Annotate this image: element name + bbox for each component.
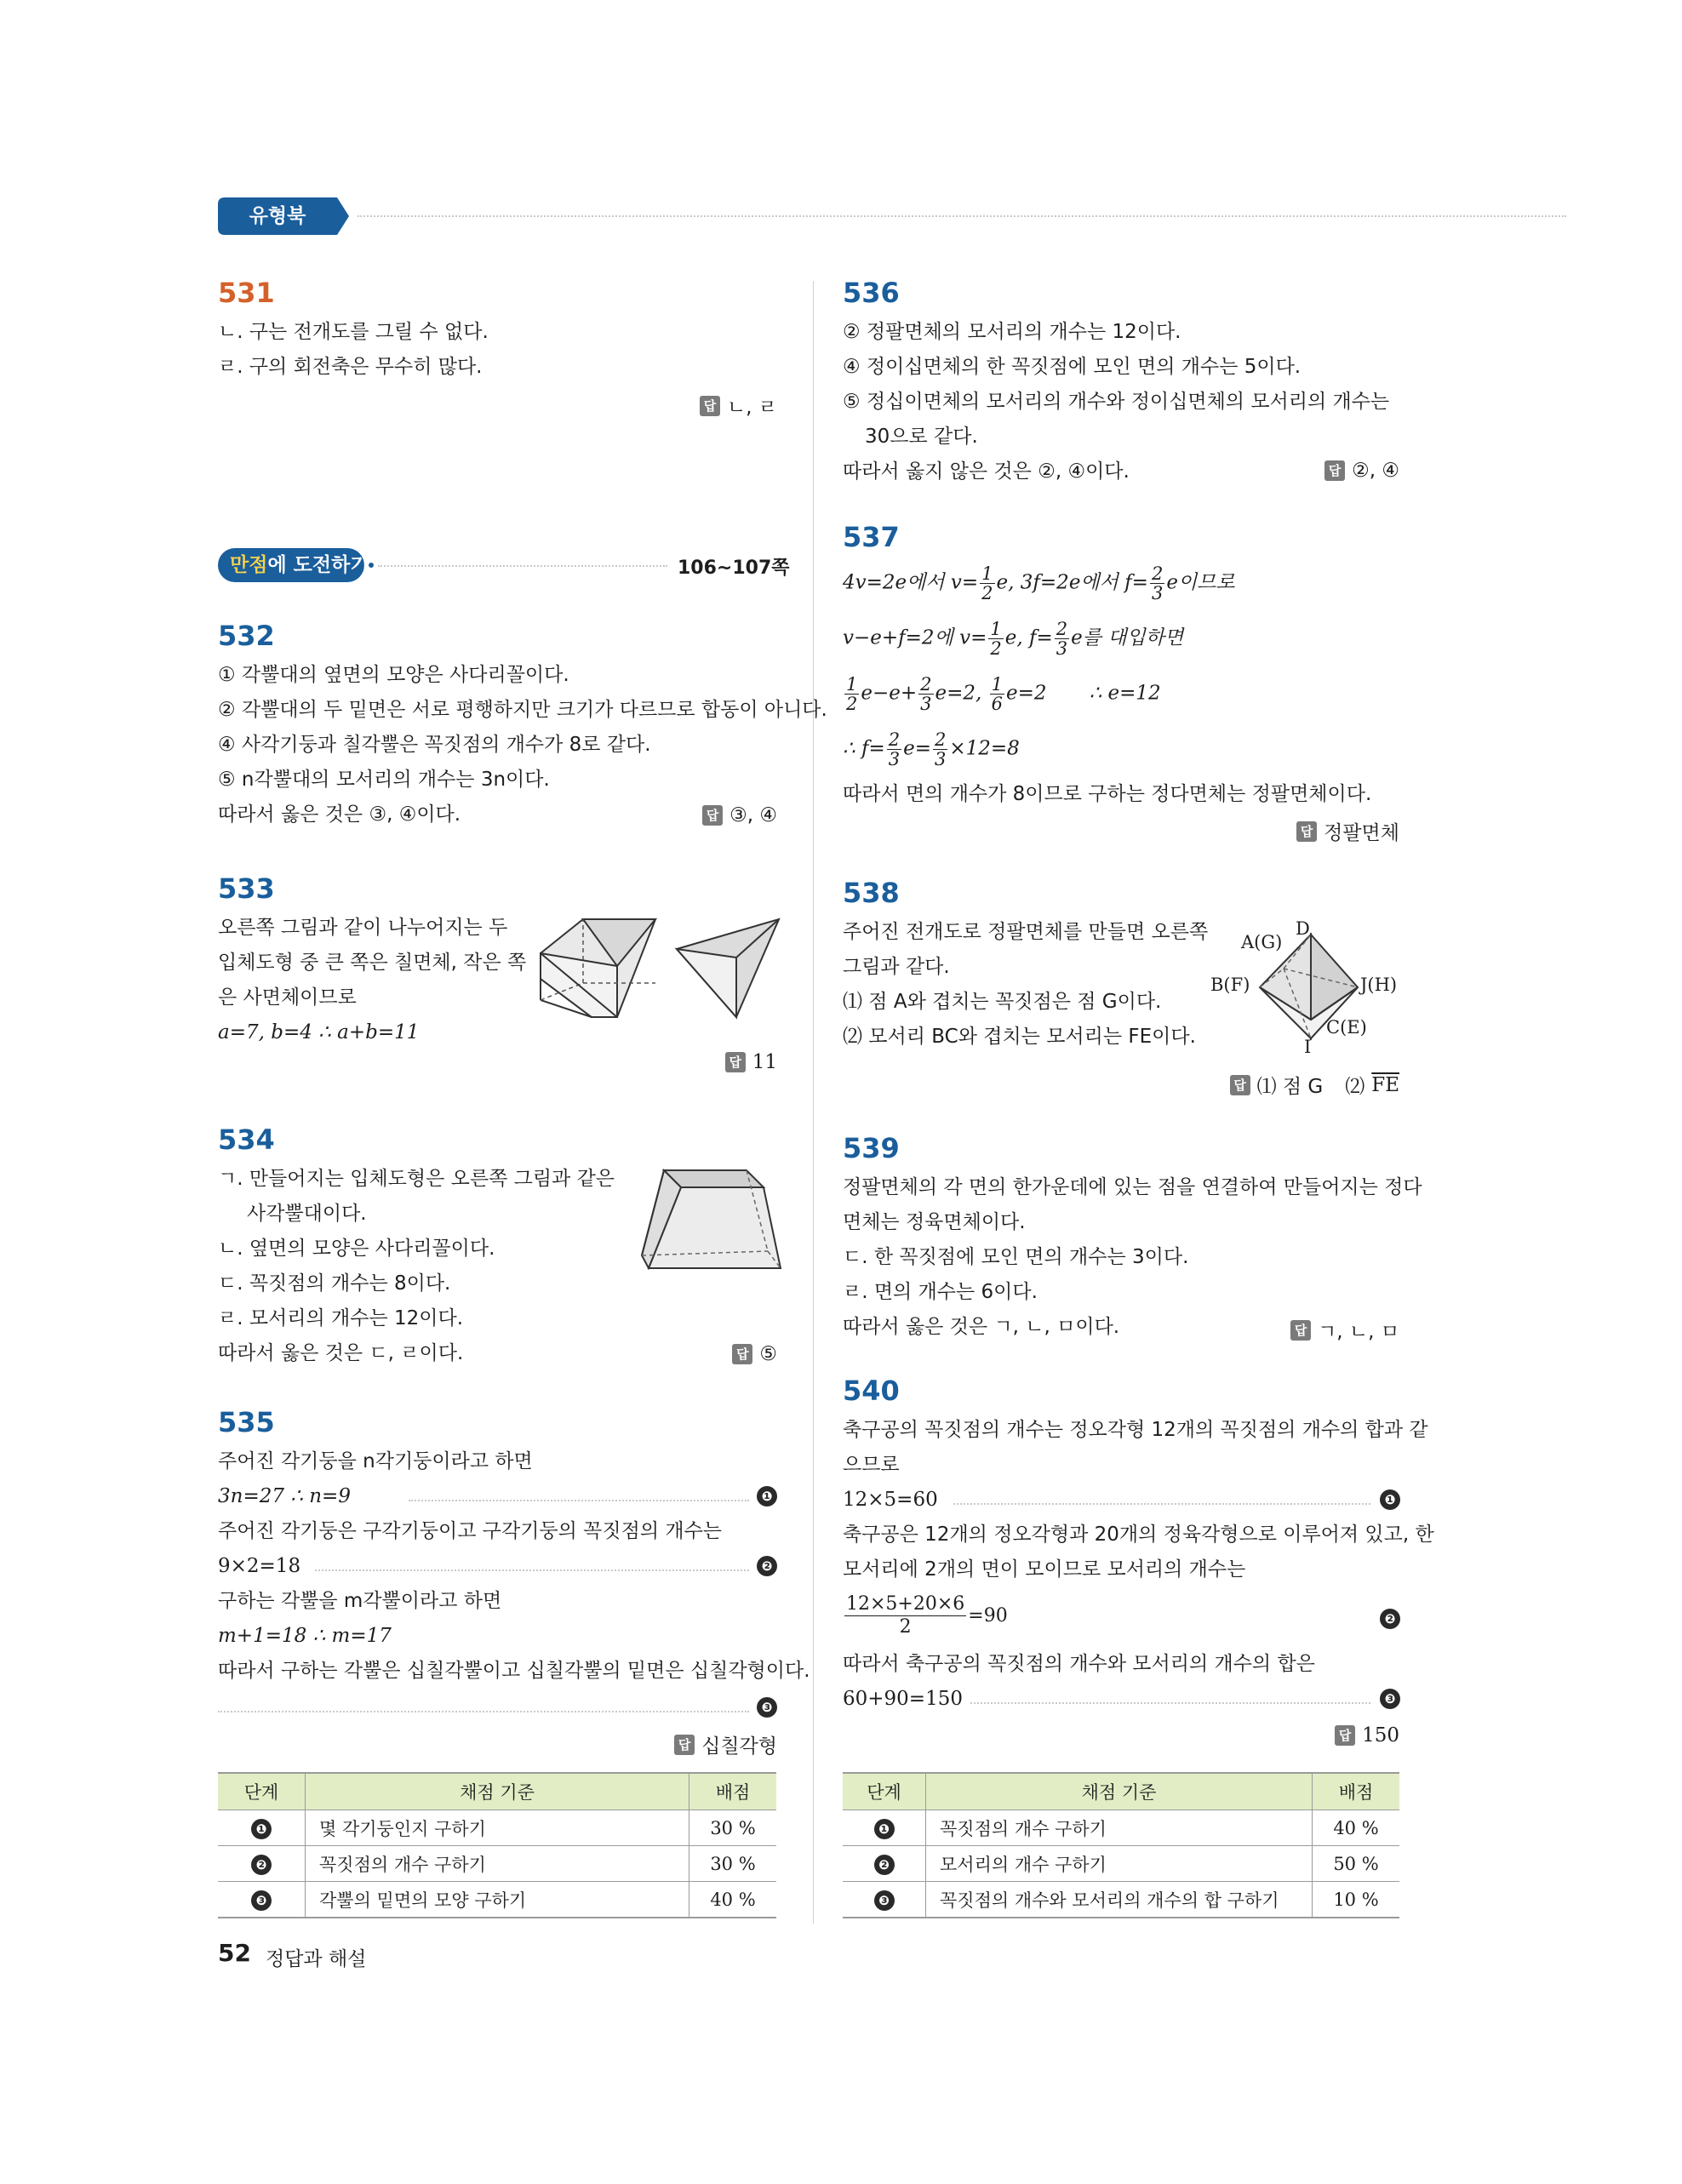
p538-line: ⑵ 모서리 BC와 겹치는 모서리는 FE이다. [843,1026,1196,1048]
step-marker: ❸ [251,1890,272,1911]
p531-line: ㄹ. 구의 회전축은 무수히 많다. [218,356,483,378]
p539-line: ㄹ. 면의 개수는 6이다. [843,1281,1038,1303]
p534-answer [732,1343,777,1365]
table-row [218,1846,776,1882]
numerator: 1 [990,619,1002,639]
table-cell: 꼭짓점의 개수 구하기 [926,1810,1313,1846]
p538-line: ⑴ 점 A와 겹치는 꼭짓점은 점 G이다. [843,991,1162,1013]
p533-line: a=7, b=4 ∴ a+b=11 [218,1021,420,1043]
p531-line: ㄴ. 구는 전개도를 그릴 수 없다. [218,321,489,343]
table-cell [843,1810,926,1846]
p532-line: ① 각뿔대의 옆면의 모양은 사다리꼴이다. [218,664,569,686]
eq-text: e= [903,737,931,760]
p536-line: 따라서 옳지 않은 것은 ②, ④이다. [843,460,1130,483]
answer-text: 150 [1362,1724,1399,1747]
answer-text: 11 [752,1051,777,1073]
p534-line: ㄱ. 만들어지는 입체도형은 오른쪽 그림과 같은 [218,1168,615,1190]
p535-line: 주어진 각기둥은 구각기둥이고 구각기둥의 꼭짓점의 개수는 [218,1520,723,1542]
eq-text: 4v=2e에서 v= [843,571,979,594]
table-row [843,1882,1399,1918]
eq-text: e−e+ [861,682,918,705]
numerator: 2 [888,729,901,750]
eq-text: ∴ e=12 [1089,682,1161,705]
fraction [980,564,994,603]
p539-line: 면체는 정육면체이다. [843,1211,1026,1233]
step-leader [970,1702,1370,1704]
step-leader [409,1500,749,1501]
step-marker: ❷ [874,1855,895,1875]
fraction [844,1593,966,1638]
p536-line: 30으로 같다. [865,426,978,448]
table-row [218,1810,776,1846]
p540-line: 축구공의 꼭짓점의 개수는 정오각형 12개의 꼭짓점의 개수의 합과 같 [843,1419,1428,1441]
fraction [988,620,1003,658]
table-cell: 50 % [1313,1846,1400,1882]
badge-label [230,546,369,584]
p538-line: 주어진 전개도로 정팔면체를 만들면 오른쪽 [843,921,1209,943]
answer-text: 정팔면체 [1324,822,1399,844]
step-marker: ❷ [1380,1609,1400,1629]
table-row [218,1882,776,1918]
cut-cube-figure [532,902,787,1038]
step-marker: ❶ [757,1486,777,1507]
p537-equation-line [843,564,1235,603]
eq-text: ∴ f= [843,737,885,760]
header-tab [218,197,346,235]
p532-line: ② 각뿔대의 두 밑면은 서로 평행하지만 크기가 다르므로 합동이 아니다. [218,699,827,721]
table-cell [218,1882,306,1918]
p540-line: 모서리에 2개의 면이 모이므로 모서리의 개수는 [843,1558,1246,1581]
denominator: 6 [991,694,1004,714]
step-marker: ❶ [874,1819,895,1839]
p540-fraction-line [843,1593,1008,1638]
numerator: 1 [981,563,993,584]
p538-answer [1230,1071,1399,1099]
p534-line: 사각뿔대이다. [247,1203,367,1225]
problem-540-number: 540 [843,1375,900,1407]
p534-line: ㄹ. 모서리의 개수는 12이다. [218,1307,464,1329]
step-marker: ❸ [874,1890,895,1911]
footer-label: 정답과 해설 [266,1948,367,1970]
eq-text: v−e+f=2에 v= [843,626,987,649]
table-header: 단계 [218,1773,306,1810]
header-tab-label: 유형북 [249,205,306,227]
p540-line: 따라서 축구공의 꼭짓점의 개수와 모서리의 개수의 합은 [843,1653,1315,1675]
denominator: 3 [935,749,947,769]
problem-537-number: 537 [843,521,900,553]
numerator: 2 [1056,619,1068,639]
p537-equation-line [843,730,1020,769]
answer-text: ㄴ, ㄹ [726,397,777,419]
eq-text: e이므로 [1166,571,1235,594]
numerator: 2 [935,729,947,750]
table-cell [218,1810,306,1846]
numerator: 2 [1151,563,1164,584]
p535-line: 따라서 구하는 각뿔은 십칠각뿔이고 십칠각뿔의 밑면은 십칠각형이다. [218,1660,810,1682]
p531-answer [700,392,777,420]
vertex-label: A(G) [1241,932,1283,952]
fraction [1055,620,1069,658]
table-cell [843,1846,926,1882]
answer-text: ⑵ [1345,1076,1365,1098]
table-header: 배점 [689,1773,777,1810]
vertex-label: D [1296,918,1310,939]
section-rule [378,565,667,567]
problem-531-number: 531 [218,277,275,309]
table-cell: 40 % [689,1882,777,1918]
section-pages: 106~107쪽 [678,557,790,579]
table-row [843,1810,1399,1846]
answer-badge: 답 [1290,1320,1311,1341]
fraction [933,730,947,769]
table-cell: 몇 각기둥인지 구하기 [306,1810,689,1846]
numerator: 1 [846,674,858,695]
denominator: 3 [888,749,901,769]
p535-line: 주어진 각기둥을 n각기둥이라고 하면 [218,1450,533,1472]
table-cell: 모서리의 개수 구하기 [926,1846,1313,1882]
answer-text: $\overline{FE}$ [1371,1073,1399,1096]
table-cell: 꼭짓점의 개수 구하기 [306,1846,689,1882]
table-header-row [843,1773,1399,1810]
header-rule [358,215,1566,217]
p536-line: ④ 정이십면체의 한 꼭짓점에 모인 면의 개수는 5이다. [843,356,1302,378]
p532-line: ⑤ n각뿔대의 모서리의 개수는 3n이다. [218,769,550,791]
answer-text: 십칠각형 [701,1735,777,1758]
p539-line: ㄷ. 한 꼭짓점에 모인 면의 개수는 3이다. [843,1246,1189,1268]
table-cell: 40 % [1313,1810,1400,1846]
badge-label-highlight: 만점 [230,554,268,576]
answer-badge: 답 [1335,1725,1355,1746]
scoring-table-535 [218,1772,776,1918]
fraction [918,675,933,713]
p534-line: 따라서 옳은 것은 ㄷ, ㄹ이다. [218,1342,464,1364]
table-header: 채점 기준 [926,1773,1313,1810]
answer-badge: 답 [702,805,723,826]
challenge-section-badge [218,546,371,584]
p535-line: 구하는 각뿔을 m각뿔이라고 하면 [218,1590,502,1612]
table-cell: 30 % [689,1810,777,1846]
p537-line: 따라서 면의 개수가 8이므로 구하는 정다면체는 정팔면체이다. [843,783,1372,805]
step-marker: ❷ [251,1855,272,1875]
table-cell: 꼭짓점의 개수와 모서리의 개수의 합 구하기 [926,1882,1313,1918]
p532-line: 따라서 옳은 것은 ③, ④이다. [218,803,461,826]
problem-536-number: 536 [843,277,900,309]
answer-badge: 답 [1296,821,1317,842]
p532-answer [702,804,777,826]
table-header: 채점 기준 [306,1773,689,1810]
eq-text: e=2, [935,682,988,705]
step-leader [953,1503,1370,1505]
eq-text: ×12=8 [949,737,1020,760]
denominator: 2 [899,1616,912,1638]
answer-badge: 답 [725,1052,746,1072]
vertex-label: I [1304,1037,1312,1057]
p540-line: 축구공은 12개의 정오각형과 20개의 정육각형으로 이루어져 있고, 한 [843,1524,1434,1546]
problem-534-number: 534 [218,1123,275,1156]
scoring-table-540 [843,1772,1399,1918]
column-divider [813,281,814,1924]
p539-line: 정팔면체의 각 면의 한가운데에 있는 점을 연결하여 만들어지는 정다 [843,1176,1422,1198]
problem-539-number: 539 [843,1132,900,1164]
problem-538-number: 538 [843,877,900,909]
step-leader [218,1711,749,1712]
table-header-row [218,1773,776,1810]
p538-line: 그림과 같다. [843,956,950,978]
badge-label-rest: 에 도전하기 [267,554,369,576]
p537-answer [1296,817,1399,845]
answer-badge: 답 [1324,460,1345,481]
answer-badge: 답 [1230,1075,1250,1095]
p537-equation-line [843,675,1161,713]
fraction [887,730,901,769]
answer-badge: 답 [674,1735,695,1755]
table-cell: 10 % [1313,1882,1400,1918]
vertex-label: B(F) [1210,975,1250,995]
problem-533-number: 533 [218,872,275,905]
p532-line: ④ 사각기둥과 칠각뿔은 꼭짓점의 개수가 8로 같다. [218,734,651,756]
step-marker: ❶ [251,1819,272,1839]
problem-535-number: 535 [218,1406,275,1438]
p534-line: ㄴ. 옆면의 모양은 사다리꼴이다. [218,1238,495,1260]
denominator: 3 [920,694,932,714]
step-marker: ❸ [757,1697,777,1718]
p540-line: 60+90=150 [843,1688,963,1710]
p533-line: 오른쪽 그림과 같이 나누어지는 두 [218,917,508,939]
answer-badge: 답 [700,396,720,416]
p539-line: 따라서 옳은 것은 ㄱ, ㄴ, ㅁ이다. [843,1316,1120,1338]
p534-line: ㄷ. 꼭짓점의 개수는 8이다. [218,1272,451,1295]
numerator: 1 [991,674,1004,695]
step-marker: ❷ [757,1556,777,1576]
p535-line: 9×2=18 [218,1555,301,1577]
table-cell [218,1846,306,1882]
answer-text: ⑴ 점 G [1256,1076,1324,1098]
eq-text: e를 대입하면 [1071,626,1184,649]
table-cell: 30 % [689,1846,777,1882]
step-marker: ❸ [1380,1689,1400,1709]
page-number: 52 [218,1939,251,1967]
eq-text: e, f= [1004,626,1053,649]
p533-line: 은 사면체이므로 [218,986,357,1009]
p540-answer [1335,1724,1399,1747]
numerator: 2 [920,674,932,695]
p535-line: 3n=27 ∴ n=9 [218,1485,351,1507]
answer-text: ㄱ, ㄴ, ㅁ [1318,1321,1399,1343]
p536-line: ② 정팔면체의 모서리의 개수는 12이다. [843,321,1181,343]
table-cell [843,1882,926,1918]
eq-text: =90 [968,1605,1008,1627]
denominator: 3 [1056,638,1068,659]
p539-answer [1290,1316,1399,1344]
p537-equation-line [843,620,1183,658]
p535-line: m+1=18 ∴ m=17 [218,1625,392,1647]
denominator: 2 [990,638,1002,659]
eq-text: e, 3f=2e에서 f= [996,571,1148,594]
table-cell: 각뿔의 밑면의 모양 구하기 [306,1882,689,1918]
numerator: 12×5+20×6 [846,1593,965,1615]
p540-line: 12×5=60 [843,1489,938,1511]
answer-text: ②, ④ [1352,460,1399,482]
table-row [843,1846,1399,1882]
p535-answer [674,1730,777,1758]
table-header: 배점 [1313,1773,1400,1810]
step-leader [315,1569,749,1571]
p540-line: 으므로 [843,1454,900,1476]
answer-badge: 답 [732,1344,752,1364]
step-marker: ❶ [1380,1489,1400,1510]
problem-532-number: 532 [218,620,275,652]
vertex-label: J(H) [1360,975,1398,995]
table-header: 단계 [843,1773,926,1810]
p536-answer [1324,460,1399,482]
denominator: 2 [846,694,858,714]
eq-text: e=2 [1006,682,1047,705]
fraction [844,675,859,713]
p533-answer [725,1051,777,1073]
answer-text: ⑤ [759,1343,777,1365]
p533-line: 입체도형 중 큰 쪽은 칠면체, 작은 쪽 [218,952,527,974]
denominator: 3 [1151,583,1164,603]
frustum-figure [640,1162,785,1277]
fraction [990,675,1004,713]
fraction [1150,564,1164,603]
denominator: 2 [981,583,993,603]
answer-text: ③, ④ [729,804,777,826]
p536-line: ⑤ 정십이면체의 모서리의 개수와 정이십면체의 모서리의 개수는 [843,391,1390,413]
vertex-label: C(E) [1326,1017,1367,1038]
